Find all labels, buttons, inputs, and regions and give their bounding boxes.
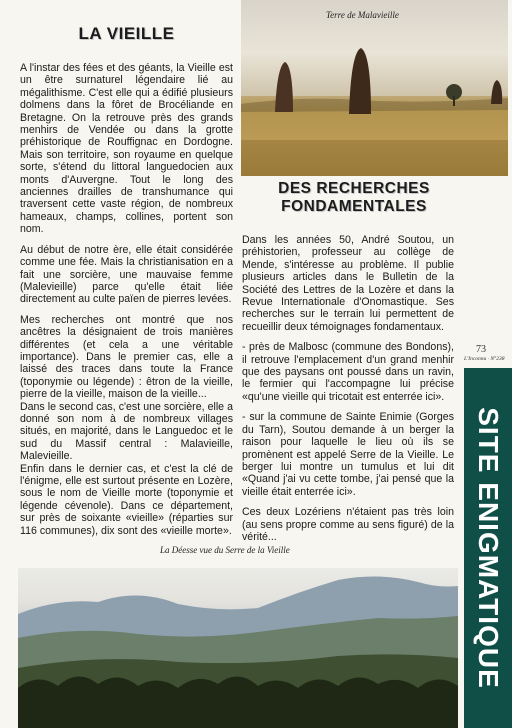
section-sidebar-text: SITE ENIGMATIQUE (473, 407, 504, 689)
section-heading (248, 180, 460, 216)
section-heading-line: FONDAMENTALES (281, 198, 427, 215)
paragraph: - sur la commune de Sainte Enimie (Gorges du Tarn), Soutou demande à un berger la raison pour laquelle le lieu où ils se promènent est appelé Serre de la Vieille. Le berger lui montre un tumulus et lui dit «Quand j'ai vu cette tombe, j'ai pensé que la vieille était enterrée ici». (242, 411, 454, 498)
paragraph: - près de Malbosc (commune des Bondons), il retrouve l'emplacement d'un grand menhir que des paysans ont poussé dans un ravin, le fermier qui l'accompagne lui précise «qu'une vieille qui tricotait est enterrée ici». (242, 341, 454, 403)
page-number: 73 (476, 344, 486, 355)
paragraph: Ces deux Lozériens n'étaient pas très loin (au sens propre comme au sens figuré) de la vérité... (242, 506, 454, 543)
section-sidebar-label (464, 368, 512, 728)
right-column (242, 234, 454, 543)
mountain-landscape-image (18, 568, 458, 728)
paragraph: Dans les années 50, André Soutou, un préhistorien, professeur au collège de Mende, s'intéresse au problème. Il publie plusieurs articles dans le Bulletin de la Société des Lettres de la Lozère et dans la Revue Internationale d'Onomastique. Ses recherches sur le terrain lui permettent de recueillir deux témoignages fondamentaux. (242, 234, 454, 333)
paragraph: Au début de notre ère, elle était considérée comme une fée. Mais la christianisation en a fait une sorcière, une mauvaise femme (Malevieille) parce qu'elle était liée directement au culte païen de pierres levées. (20, 243, 233, 306)
landscape-photo (18, 568, 458, 728)
magazine-issue: L'Inconnu · N°238 (464, 356, 505, 362)
left-column (20, 62, 233, 537)
paragraph: Mes recherches ont montré que nos ancêtres la désignaient de trois manières différentes (et cela a une véritable importance). Dans le premier cas, elle a laissé des traces dans toute la France (toponymie ou légende) : êtron de la vieille, pierre de la vieille, maison de la vieille... (20, 313, 233, 401)
paragraph: Enfin dans le dernier cas, et c'est la clé de l'énigme, elle est surtout présente en Lozère, sous le nom de Vieille morte (toponymie et légende cévenole). Dans ce département, sur près de soixante «vieille» (réparties sur 116 communes), dix sont des «vieille morte». (20, 462, 233, 537)
paragraph: Dans le second cas, c'est une sorcière, elle a donné son nom à de nombreux villages situés, en majorité, dans le Languedoc et le sud du Massif central : Malavieille, Malevieille. (20, 400, 233, 463)
menhir-landscape-image (241, 0, 508, 176)
section-heading-line: DES RECHERCHES (278, 180, 430, 197)
top-photo-caption: Terre de Malavieille (326, 10, 399, 20)
bottom-photo-caption: La Déesse vue du Serre de la Vieille (160, 545, 290, 555)
article-title: LA VIEILLE (78, 24, 175, 43)
section-sidebar (464, 368, 512, 728)
paragraph: A l'instar des fées et des géants, la Vieille est un être surnaturel légendaire lié au mégalithisme. C'est elle qui a édifié plusieurs dolmens dans la fôret de Brocéliande en Bretagne. On la retrouve près des grands menhirs de Vendée ou dans la grotte préhistorique de Rouffignac en Dordogne. Mais son territoire, son royaume en quelque sorte, s'étend du littoral languedocien aux monts d'Auvergne. Tout le long des anciennes drailles de transhumance qui traversent cette vaste région, de nombreux hameaux, champs, collines, portent son nom. (20, 62, 233, 236)
menhir-photo (241, 0, 508, 176)
